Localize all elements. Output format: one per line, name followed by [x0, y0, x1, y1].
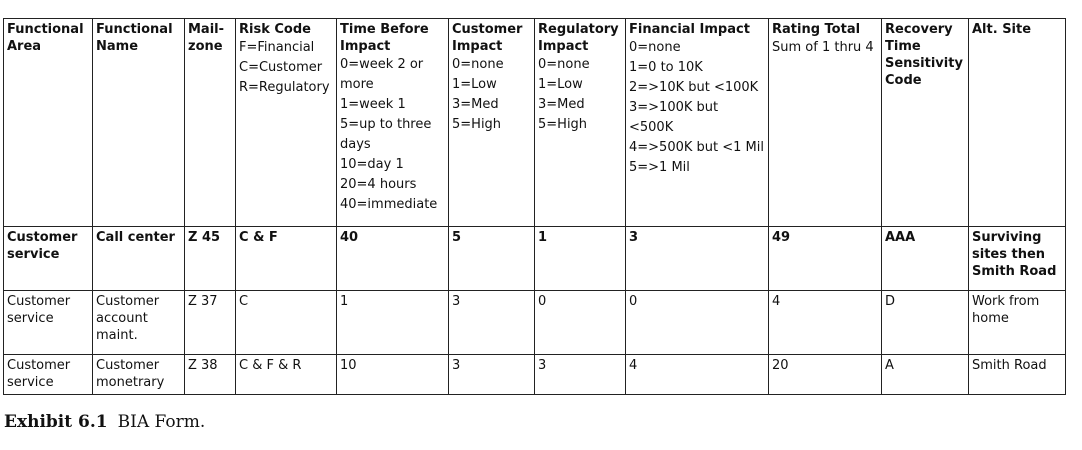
- table-row: [4, 291, 1066, 355]
- cell: D: [882, 291, 969, 355]
- risk-code-legend: F=Financial C=Customer R=Regulatory: [239, 40, 330, 95]
- customer-impact-legend: 0=none 1=Low 3=Med 5=High: [452, 57, 504, 132]
- header-rating-total: Rating Total Sum of 1 thru 4: [769, 19, 882, 227]
- header-customer-impact: Customer Impact 0=none 1=Low 3=Med 5=High: [449, 19, 535, 227]
- header-risk-code: Risk Code F=Financial C=Customer R=Regulatory: [236, 19, 337, 227]
- cell: 5: [449, 227, 535, 291]
- cell: Customer monetrary: [93, 355, 185, 395]
- financial-impact-legend: 0=none 1=0 to 10K 2=>10K but <100K 3=>100K but <500K 4=>500K but <1 Mil 5=>1 Mil: [629, 40, 764, 175]
- cell: 3: [449, 291, 535, 355]
- cell: A: [882, 355, 969, 395]
- cell: Customer service: [4, 291, 93, 355]
- cell: 3: [535, 355, 626, 395]
- cell: 0: [535, 291, 626, 355]
- cell: Z 37: [185, 291, 236, 355]
- header-recovery-time-code: Recovery Time Sensitivity Code: [882, 19, 969, 227]
- cell: Customer service: [4, 355, 93, 395]
- cell: Z 38: [185, 355, 236, 395]
- header-time-before-impact: Time Before Impact 0=week 2 or more 1=week 1 5=up to three days 10=day 1 20=4 hours 40=immediate: [337, 19, 449, 227]
- cell: 4: [769, 291, 882, 355]
- header-row: [4, 19, 1066, 227]
- cell: 49: [769, 227, 882, 291]
- table-row: [4, 227, 1066, 291]
- cell: 20: [769, 355, 882, 395]
- header-regulatory-impact: Regulatory Impact 0=none 1=Low 3=Med 5=High: [535, 19, 626, 227]
- rating-total-note: Sum of 1 thru 4: [772, 40, 874, 55]
- cell: C & F: [236, 227, 337, 291]
- header-functional-area: Functional Area: [4, 19, 93, 227]
- regulatory-impact-legend: 0=none 1=Low 3=Med 5=High: [538, 57, 590, 132]
- cell: Customer account maint.: [93, 291, 185, 355]
- header-financial-impact: Financial Impact 0=none 1=0 to 10K 2=>10K but <100K 3=>100K but <500K 4=>500K but <1 Mil 5=>1 Mil: [626, 19, 769, 227]
- cell: Z 45: [185, 227, 236, 291]
- cell: 40: [337, 227, 449, 291]
- cell: Smith Road: [969, 355, 1066, 395]
- cell: Surviving sites then Smith Road: [969, 227, 1066, 291]
- cell: 4: [626, 355, 769, 395]
- caption-label: Exhibit 6.1: [4, 412, 108, 432]
- time-impact-legend: 0=week 2 or more 1=week 1 5=up to three days 10=day 1 20=4 hours 40=immediate: [340, 57, 438, 212]
- cell: C & F & R: [236, 355, 337, 395]
- exhibit-caption: [4, 412, 205, 432]
- cell: Call center: [93, 227, 185, 291]
- header-alt-site: Alt. Site: [969, 19, 1066, 227]
- cell: 1: [337, 291, 449, 355]
- caption-text: BIA Form.: [117, 412, 206, 432]
- cell: Work from home: [969, 291, 1066, 355]
- cell: 10: [337, 355, 449, 395]
- table-row: [4, 355, 1066, 395]
- cell: C: [236, 291, 337, 355]
- cell: 1: [535, 227, 626, 291]
- header-mail-zone: Mail-zone: [185, 19, 236, 227]
- cell: 0: [626, 291, 769, 355]
- cell: AAA: [882, 227, 969, 291]
- cell: Customer service: [4, 227, 93, 291]
- header-functional-name: Functional Name: [93, 19, 185, 227]
- bia-form-table: [3, 18, 1066, 395]
- cell: 3: [449, 355, 535, 395]
- cell: 3: [626, 227, 769, 291]
